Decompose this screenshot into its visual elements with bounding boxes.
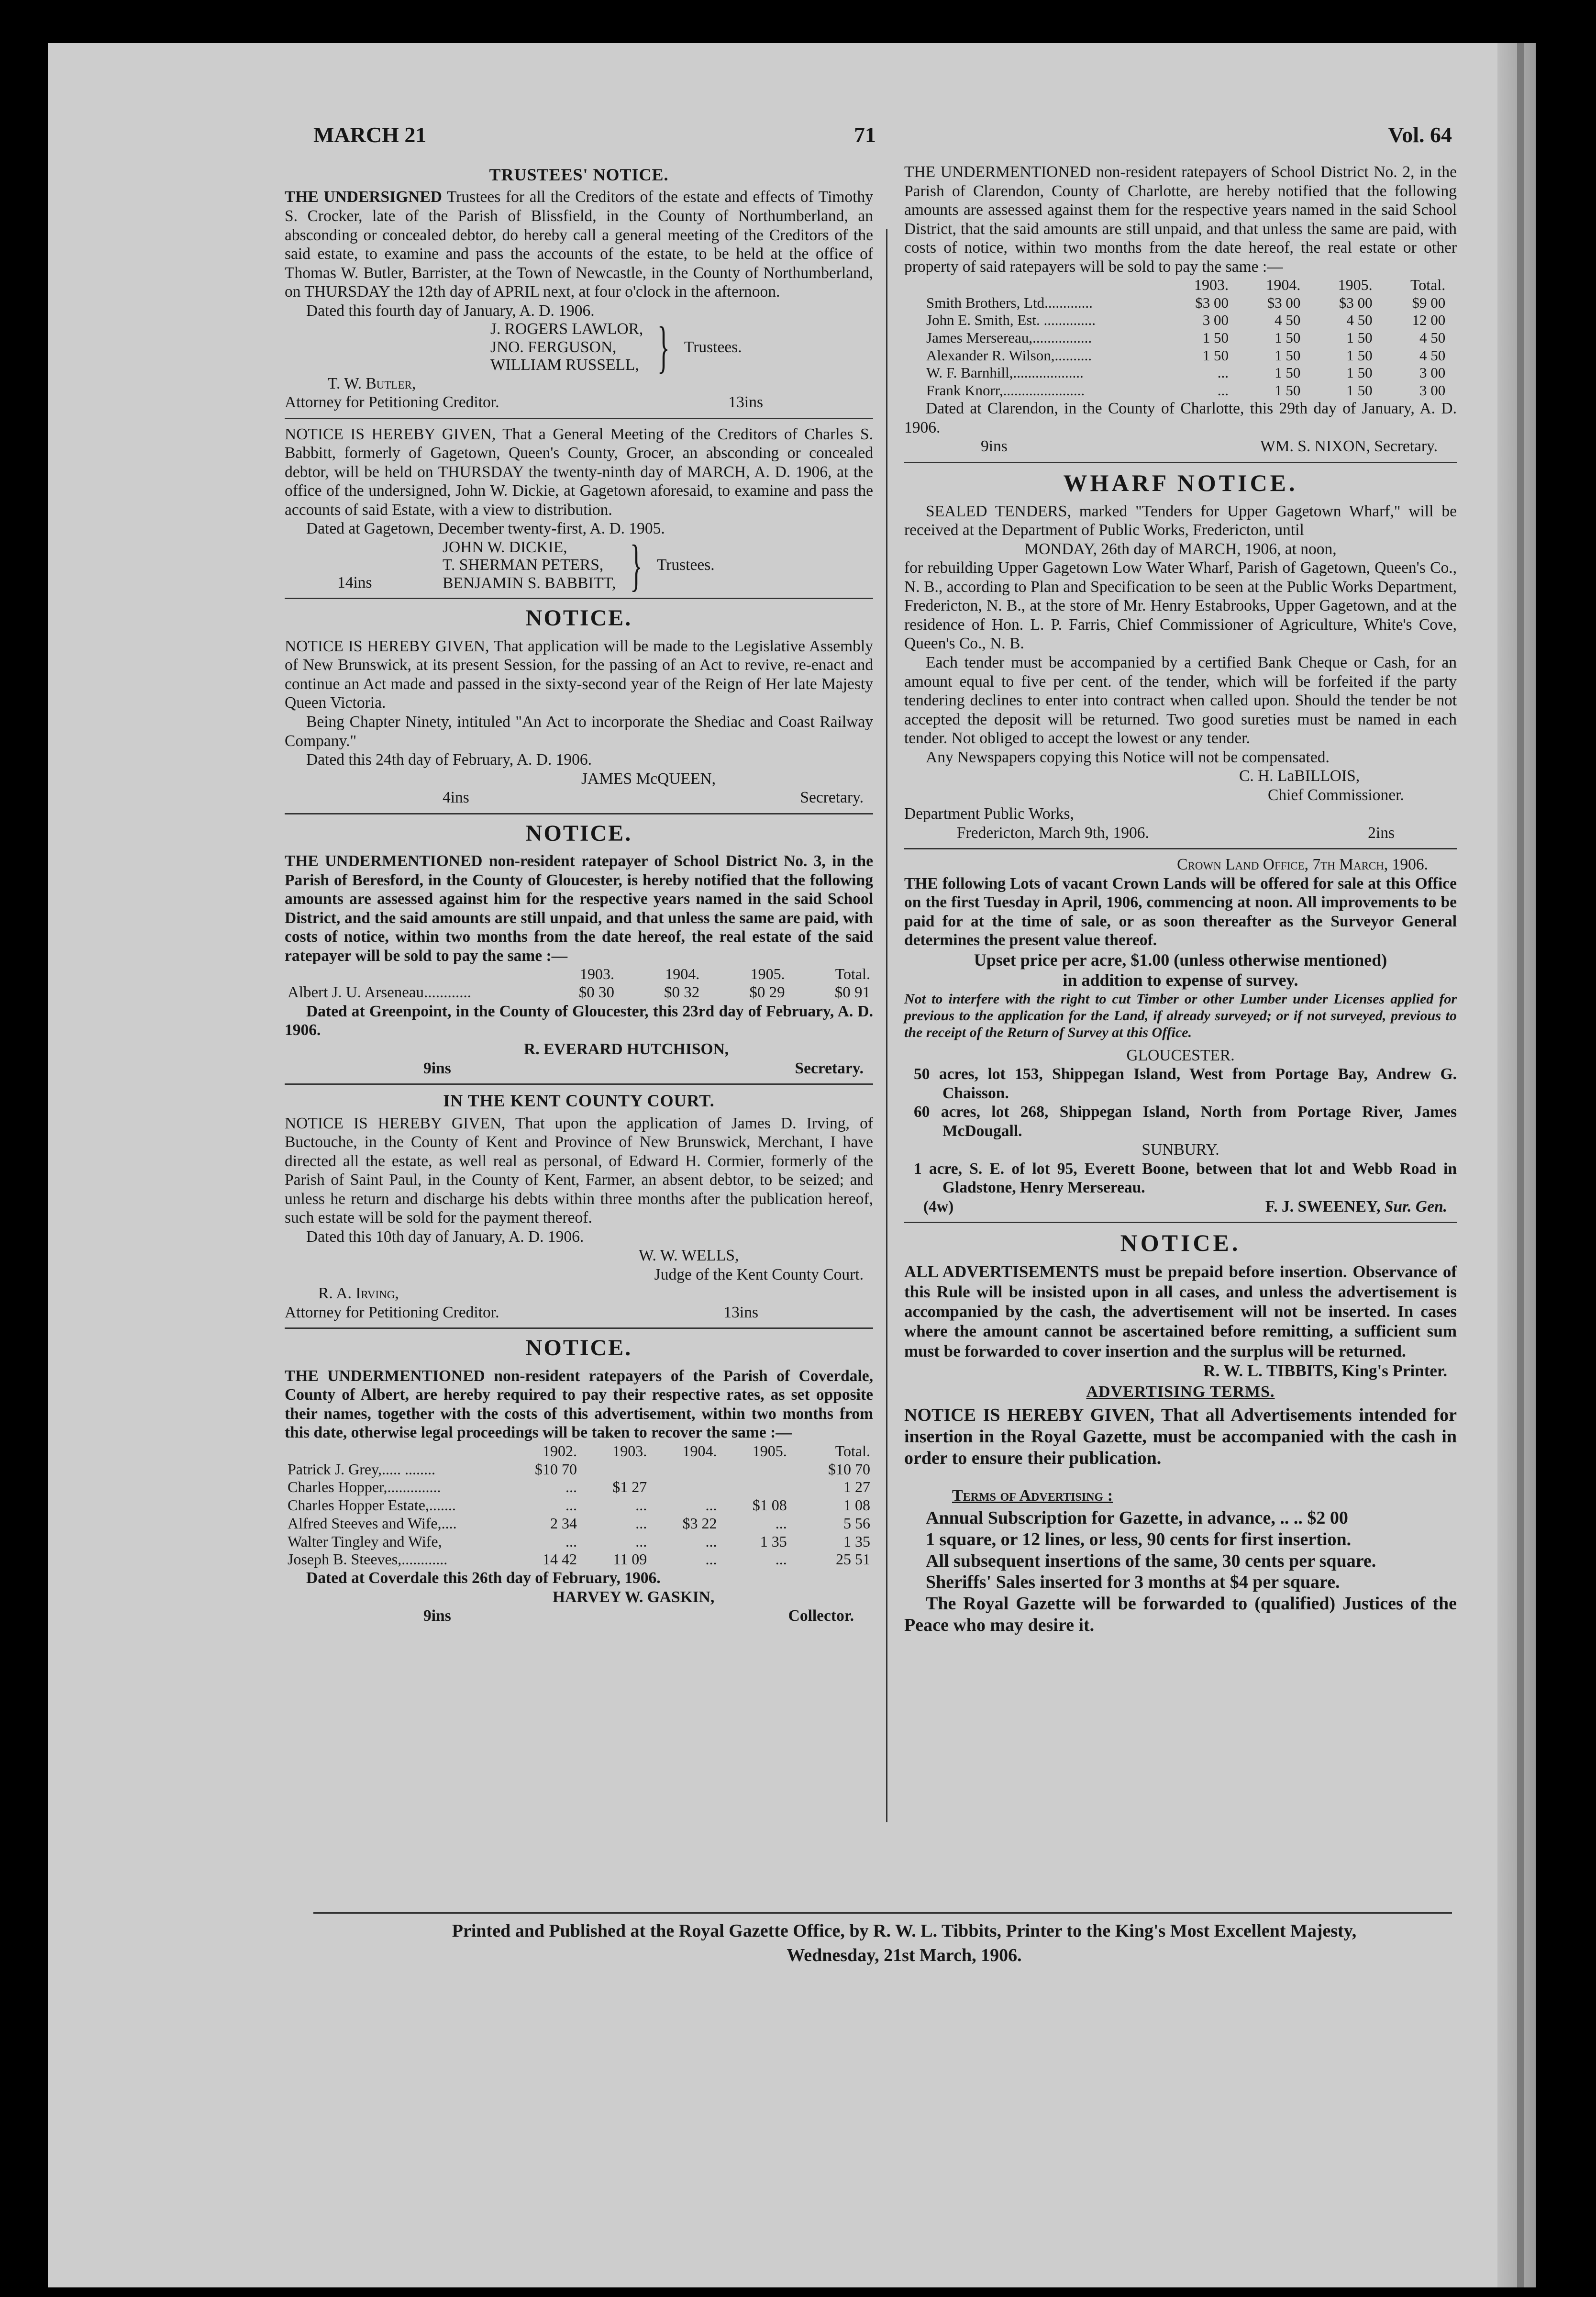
kent-court-notice: [285, 1091, 873, 1322]
trustees-title: TRUSTEES' NOTICE.: [489, 165, 669, 184]
advertisements-body: ALL ADVERTISEMENTS must be prepaid before insertion. Observance of this Rule will be insisted upon in all cases, and unless the advertisement is accompanied by the cash, the advertisement will not be inserted. In cases where the amount cannot be ascertained before remitting, a sufficient sum must be forwarded to cover insertion and the surplus will be returned.: [904, 1262, 1457, 1360]
table-row: Albert J. U. Arseneau............ $0 30 $0 32 $0 29 $0 91: [288, 984, 870, 1002]
coverdale-table: 1902. 1903. 1904. 1905. Total. Patrick J. Grey,..... ........ $10 70 $10 70 Charles Hopper,.............. ... $1 27 1 27 Charles Hopper Estate,....... ... ... ... $1 08 1 08 Alfred Steeves and Wife,.... 2 34 ... $3 22 ... 5 56 Walter Tingley and Wife, ... ... ... 1 35 1 35 Joseph B. Steeves,............ 14 42 11 09 ... ... 25 51: [285, 1442, 873, 1569]
crown-office: Crown Land Office, 7th March, 1906.: [1177, 856, 1428, 874]
clarendon-table: 1903. 1904. 1905. Total. Smith Brothers, Ltd............. $3 00 $3 00 $3 00 $9 00 John E. Smith, Est. .............. 3 00 4 50 4 50 12 00 James Mersereau,................ 1 50 1 50 1 50 4 50 Alexander R. Wilson,.......... 1 50 1 50 1 50 4 50 W. F. Barnhill,................... ... 1 50 1 50 3 00 Frank Knorr,...................... ... 1 50 1 50 3 00: [923, 276, 1448, 399]
trustees-dated: Dated this fourth day of January, A. D. 1906.: [306, 301, 595, 320]
gazette-page: [48, 43, 1536, 2287]
beresford-table: 1903. 1904. 1905. Total. Albert J. U. Arseneau............ $0 30 $0 32 $0 29 $0 91: [285, 965, 873, 1002]
legislative-title: NOTICE.: [525, 605, 632, 631]
advertisements-title: NOTICE.: [1120, 1229, 1241, 1257]
wharf-notice: [904, 469, 1457, 842]
wharf-signer: C. H. LaBILLOIS,: [1239, 767, 1360, 785]
left-column: [285, 163, 873, 1628]
coverdale-footer: 9ins Collector.: [423, 1607, 854, 1625]
legislative-signer: JAMES McQUEEN,: [581, 769, 716, 788]
trustees-attorney-name: T. W. Butler,: [328, 374, 416, 392]
wharf-intro: SEALED TENDERS, marked "Tenders for Upper Gagetown Wharf," will be received at the Department of Public Works, Fredericton, until: [904, 502, 1457, 539]
table-row: Joseph B. Steeves,............ 14 42 11 09 ... ... 25 51: [288, 1550, 870, 1568]
terms-line-subsequent: All subsequent insertions of the same, 30 cents per square.: [926, 1550, 1376, 1571]
table-row: Patrick J. Grey,..... ........ $10 70 $10 70: [288, 1460, 870, 1478]
trustees-notice: [285, 165, 873, 412]
crown-upset-survey: in addition to expense of survey.: [1063, 970, 1298, 990]
trustees-signatures: J. ROGERS LAWLOR, JNO. FERGUSON, WILLIAM RUSSELL, } Trustees.: [490, 315, 742, 379]
crown-timber-clause: Not to interfere with the right to cut Timber or other Lumber under Licenses applied for previous to the application for the Land, if already surveyed; or if not surveyed, previous to the receipt of the Return of Survey at this Office.: [904, 991, 1457, 1041]
beresford-notice: [285, 820, 873, 1078]
crown-body: THE following Lots of vacant Crown Lands will be offered for sale at this Office on the first Tuesday in April, 1906, commencing at noon. All improvements to be paid for at the time of sale, or as soon thereafter as the Surveyor General determines the present value thereof.: [904, 874, 1457, 949]
terms-line-justices: The Royal Gazette will be forwarded to (qualified) Justices of the Peace who may desire it.: [904, 1594, 1457, 1636]
table-row: Smith Brothers, Ltd............. $3 00 $3 00 $3 00 $9 00: [926, 294, 1446, 311]
crown-land-notice: [904, 855, 1457, 1216]
trustees-body: THE UNDERSIGNED Trustees for all the Creditors of the estate and effects of Timothy S. Crocker, late of the Parish of Blissfield, in the County of Northumberland, an absconding or concealed debtor, do hereby call a general meeting of the Creditors of the said estate, to examine and pass the accounts of the estate, to be held at the office of Thomas W. Butler, Barrister, at the Town of Newcastle, in the County of Northumberland, on THURSDAY the 12th day of APRIL next, at four o'clock in the afternoon.: [285, 188, 873, 301]
legislative-dated: Dated this 24th day of February, A. D. 1906.: [306, 751, 592, 769]
beresford-body: THE UNDERMENTIONED non-resident ratepayer of School District No. 3, in the Parish of Beresford, in the County of Gloucester, is hereby notified that the following amounts are assessed against him for the respective years named in the said School District, and the said amounts are still unpaid, and that unless the same are paid, with costs of notice, within two months from the date hereof, the real estate of the said ratepayer will be sold to pay the same :—: [285, 852, 874, 965]
wharf-details: for rebuilding Upper Gagetown Low Water Wharf, Parish of Gagetown, Queen's Co., N. B., according to Plan and Specification to be seen at the Public Works Department, Fredericton, N. B., at the store of Mr. Henry Estabrooks, Upper Gagetown, and at the residence of Hon. L. P. Farris, Chief Commissioner of Agriculture, White's Cove, Queen's Co., N. B.: [904, 559, 1457, 653]
page-header: [313, 122, 1452, 151]
clarendon-notice: [904, 163, 1457, 456]
terms-line-square: 1 square, or 12 lines, or less, 90 cents for first insertion.: [926, 1529, 1352, 1550]
beresford-dated: Dated at Greenpoint, in the County of Gloucester, this 23rd day of February, A. D. 1906.: [285, 1002, 873, 1039]
terms-body: NOTICE IS HEREBY GIVEN, That all Advertisements intended for insertion in the Royal Gazette, must be accompanied with the cash in order to ensure their publication.: [904, 1405, 1457, 1469]
advertisements-notice: [904, 1229, 1457, 1381]
legislative-chapter: Being Chapter Ninety, intituled "An Act to incorporate the Shediac and Coast Railway Company.": [285, 713, 873, 750]
header-page-number: 71: [854, 123, 876, 147]
legislative-body: NOTICE IS HEREBY GIVEN, That application will be made to the Legislative Assembly of New Brunswick, at its present Session, for the passing of an Act to revive, re-enact and continue an Act made and passed in the sixty-second year of the Reign of Her late Majesty Queen Victoria.: [285, 637, 873, 712]
clarendon-body: THE UNDERMENTIONED non-resident ratepayers of School District No. 2, in the Parish of Clarendon, County of Charlotte, are hereby notified that the following amounts are assessed against them for the respective years named in the said School District, that the said amounts are still unpaid, and that unless the same are paid, with costs of notice, within two months from the date hereof, the real estate or other property of said ratepayers will be sold to pay the same :—: [904, 163, 1457, 276]
crown-upset-price: Upset price per acre, $1.00 (unless otherwise mentioned): [974, 950, 1387, 970]
kent-attorney: Attorney for Petitioning Creditor. 13ins: [285, 1303, 758, 1321]
meeting-notice: [285, 425, 873, 597]
wharf-signer-role: Chief Commissioner.: [1268, 786, 1404, 804]
coverdale-dated: Dated at Coverdale this 26th day of February, 1906.: [306, 1569, 661, 1587]
brace-icon: }: [657, 315, 670, 379]
clarendon-dated: Dated at Clarendon, in the County of Charlotte, this 29th day of January, A. D. 1906.: [904, 400, 1457, 436]
table-row: Charles Hopper Estate,....... ... ... ... $1 08 1 08: [288, 1496, 870, 1514]
table-row: John E. Smith, Est. .............. 3 00 4 50 4 50 12 00: [926, 312, 1446, 329]
wharf-newspapers: Any Newspapers copying this Notice will not be compensated.: [926, 748, 1330, 766]
terms-subtitle: Terms of Advertising :: [952, 1486, 1113, 1505]
coverdale-notice: [285, 1335, 873, 1625]
beresford-footer: 9ins Secretary.: [423, 1059, 864, 1077]
kent-signer-role: Judge of the Kent County Court.: [654, 1265, 864, 1283]
crown-lot-153: 50 acres, lot 153, Shippegan Island, West from Portage Bay, Andrew G. Chaisson.: [914, 1065, 1457, 1102]
crown-county-sunbury: SUNBURY.: [1142, 1141, 1219, 1159]
brace-icon: }: [630, 533, 643, 597]
kent-title: IN THE KENT COUNTY COURT.: [443, 1091, 715, 1111]
table-row: Charles Hopper,.............. ... $1 27 1 27: [288, 1478, 870, 1496]
terms-line-subscription: Annual Subscription for Gazette, in advance, .. .. $2 00: [926, 1507, 1348, 1528]
kent-dated: Dated this 10th day of January, A. D. 1906.: [306, 1227, 584, 1246]
advertisements-signer: R. W. L. TIBBITS, King's Printer.: [1203, 1361, 1447, 1380]
clarendon-footer: 9ins WM. S. NIXON, Secretary.: [981, 437, 1438, 456]
table-row: Walter Tingley and Wife, ... ... ... 1 35 1 35: [288, 1532, 870, 1550]
imprint-date: Wednesday, 21st March, 1906.: [787, 1945, 1022, 1966]
header-date: MARCH 21: [313, 123, 427, 147]
kent-body: NOTICE IS HEREBY GIVEN, That upon the application of James D. Irving, of Buctouche, in the County of Kent and Province of New Brunswick, Merchant, I have directed all the estate, as well real as personal, of Edward H. Cormier, formerly of the Parish of Saint Paul, in the County of Kent, Farmer, an absent debtor, to be seized; and unless he return and discharge his debts within three months after the publication hereof, such estate will be sold for the payment thereof.: [285, 1114, 873, 1227]
table-row: Alfred Steeves and Wife,.... 2 34 ... $3 22 ... 5 56: [288, 1514, 870, 1532]
meeting-body: NOTICE IS HEREBY GIVEN, That a General Meeting of the Creditors of Charles S. Babbitt, formerly of Gagetown, Queen's County, Grocer, an absconding or concealed debtor, will be held on THURSDAY the twenty-ninth day of MARCH, A. D. 1906, at the office of the undersigned, John W. Dickie, at Gagetown aforesaid, to examine and pass the accounts of said Estate, with a view to distribution.: [285, 425, 873, 519]
table-row: W. F. Barnhill,................... ... 1 50 1 50 3 00: [926, 364, 1446, 381]
page-fold-shadow: [1517, 43, 1524, 2287]
kent-signer: W. W. WELLS,: [639, 1247, 739, 1265]
imprint-line: Printed and Published at the Royal Gazette Office, by R. W. L. Tibbits, Printer to the King's Most Excellent Majesty,: [452, 1921, 1357, 1941]
wharf-title: WHARF NOTICE.: [1063, 469, 1298, 496]
wharf-footer: Fredericton, March 9th, 1906. 2ins: [957, 824, 1395, 842]
wharf-tender-terms: Each tender must be accompanied by a certified Bank Cheque or Cash, for an amount equal to five per cent. of the tender, which will be forfeited if the party tendering declines to enter into contract when called upon. Should the tender be not accepted the deposit will be returned. Two good sureties must be named in each tender. Not obliged to accept the lowest or any tender.: [904, 653, 1457, 747]
crown-lot-268: 60 acres, lot 268, Shippegan Island, North from Portage River, James McDougall.: [914, 1103, 1457, 1140]
trustees-attorney: Attorney for Petitioning Creditor. 13ins: [285, 393, 763, 412]
advertising-terms: [904, 1383, 1457, 1636]
meeting-dated: Dated at Gagetown, December twenty-first, A. D. 1905.: [306, 520, 665, 538]
legislative-footer: 4ins Secretary.: [443, 789, 864, 807]
table-row: Alexander R. Wilson,.......... 1 50 1 50 1 50 4 50: [926, 346, 1446, 364]
meeting-signatures: 14ins JOHN W. DICKIE, T. SHERMAN PETERS, BENJAMIN S. BABBITT, } Trustees.: [337, 533, 715, 597]
page-edge: [1497, 43, 1536, 2287]
header-volume: Vol. 64: [1388, 123, 1452, 147]
coverdale-signer: HARVEY W. GASKIN,: [553, 1588, 715, 1606]
terms-title: ADVERTISING TERMS.: [1086, 1383, 1275, 1401]
beresford-title: NOTICE.: [525, 820, 632, 846]
crown-county-gloucester: GLOUCESTER.: [1126, 1046, 1235, 1064]
crown-footer: (4w) F. J. SWEENEY, Sur. Gen.: [923, 1197, 1447, 1215]
right-column: [904, 163, 1457, 1638]
beresford-signer: R. EVERARD HUTCHISON,: [524, 1040, 729, 1058]
terms-line-sheriffs: Sheriffs' Sales inserted for 3 months at $4 per square.: [926, 1572, 1340, 1593]
coverdale-title: NOTICE.: [525, 1335, 632, 1361]
table-row: James Mersereau,................ 1 50 1 50 1 50 4 50: [926, 329, 1446, 346]
legislative-notice: [285, 605, 873, 807]
crown-lot-95: 1 acre, S. E. of lot 95, Everett Boone, between that lot and Webb Road in Gladstone, Henry Mersereau.: [914, 1160, 1457, 1197]
wharf-dept: Department Public Works,: [904, 805, 1074, 823]
table-row: Frank Knorr,...................... ... 1 50 1 50 3 00: [926, 381, 1446, 399]
kent-attorney-name: R. A. Irving,: [318, 1284, 399, 1303]
column-divider: [886, 229, 887, 1822]
coverdale-body: THE UNDERMENTIONED non-resident ratepayers of the Parish of Coverdale, County of Albert, are hereby required to pay their respective rates, as set opposite their names, together with the costs of this advertisement, within two months from this date, otherwise legal proceedings will be taken to recover the same :—: [285, 1367, 874, 1442]
imprint-footer: [359, 1919, 1450, 1968]
footer-rule: [313, 1912, 1452, 1914]
wharf-deadline: MONDAY, 26th day of MARCH, 1906, at noon,: [1024, 540, 1337, 558]
